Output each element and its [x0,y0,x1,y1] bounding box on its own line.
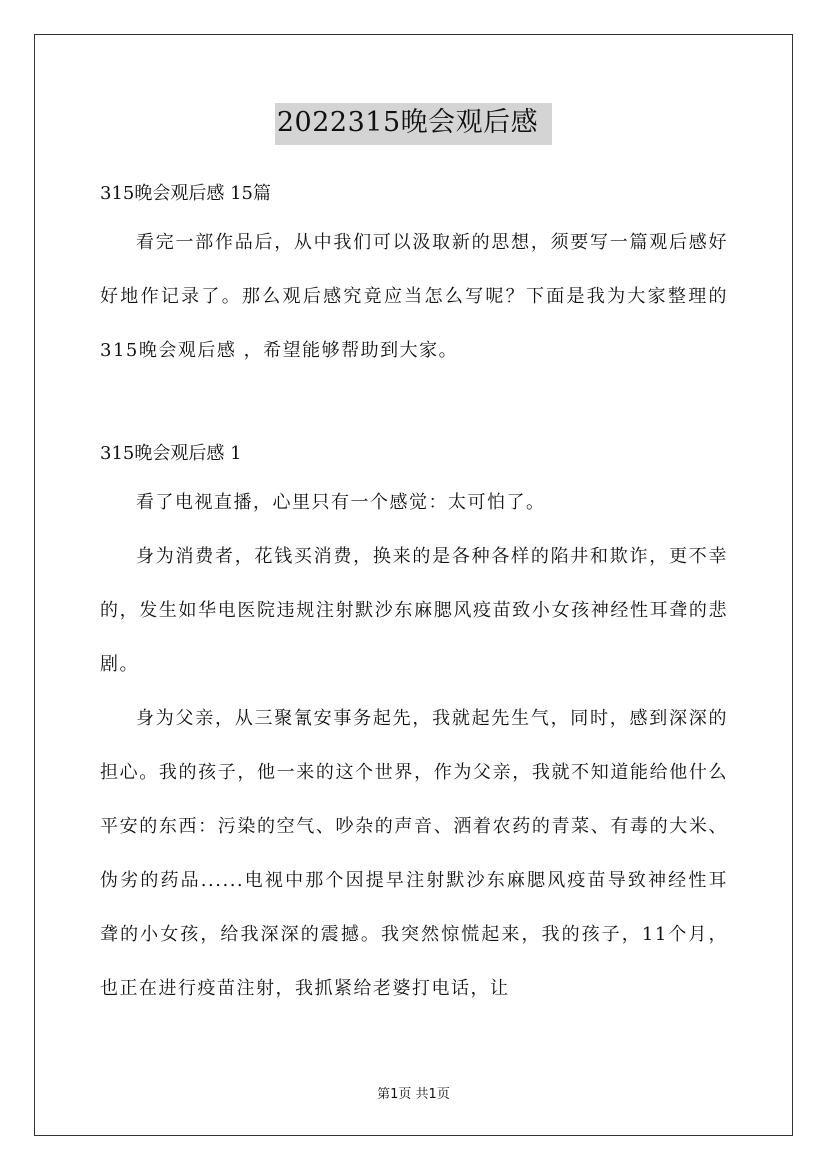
document-title [0,101,827,145]
document-title-text: 2022315晚会观后感 [275,103,552,145]
intro-paragraph: 看完一部作品后，从中我们可以汲取新的思想，须要写一篇观后感好好地作记录了。那么观后感究竟应当怎么写呢？下面是我为大家整理的315晚会观后感 ，希望能够帮助到大家。 [100,232,728,361]
body-paragraph: 看了电视直播，心里只有一个感觉：太可怕了。 [136,492,546,513]
body-paragraph: 身为父亲，从三聚氰安事务起先，我就起先生气，同时，感到深深的担心。我的孩子，他一来的这个世界，作为父亲，我就不知道能给他什么平安的东西：污染的空气、吵杂的声音、洒着农药的青菜、有毒的大米、伪劣的药品......电视中那个因提早注射默沙东麻腮风疫苗导致神经性耳聋的小女孩，给我深深的震撼。我突然惊慌起来，我的孩子，11个月，也正在进行疫苗注射，我抓紧给老婆打电话，让 [100,708,728,999]
document-body [100,172,728,1016]
body-paragraph: 身为消费者，花钱买消费，换来的是各种各样的陷井和欺诈，更不幸的，发生如华电医院违规注射默沙东麻腮风疫苗致小女孩神经性耳聋的悲剧。 [100,546,728,675]
section-heading: 315晚会观后感 1 [100,443,242,464]
document-subtitle: 315晚会观后感 15篇 [100,183,271,204]
page-footer: 第1页 共1页 [377,1087,450,1102]
section-gap [100,378,728,432]
